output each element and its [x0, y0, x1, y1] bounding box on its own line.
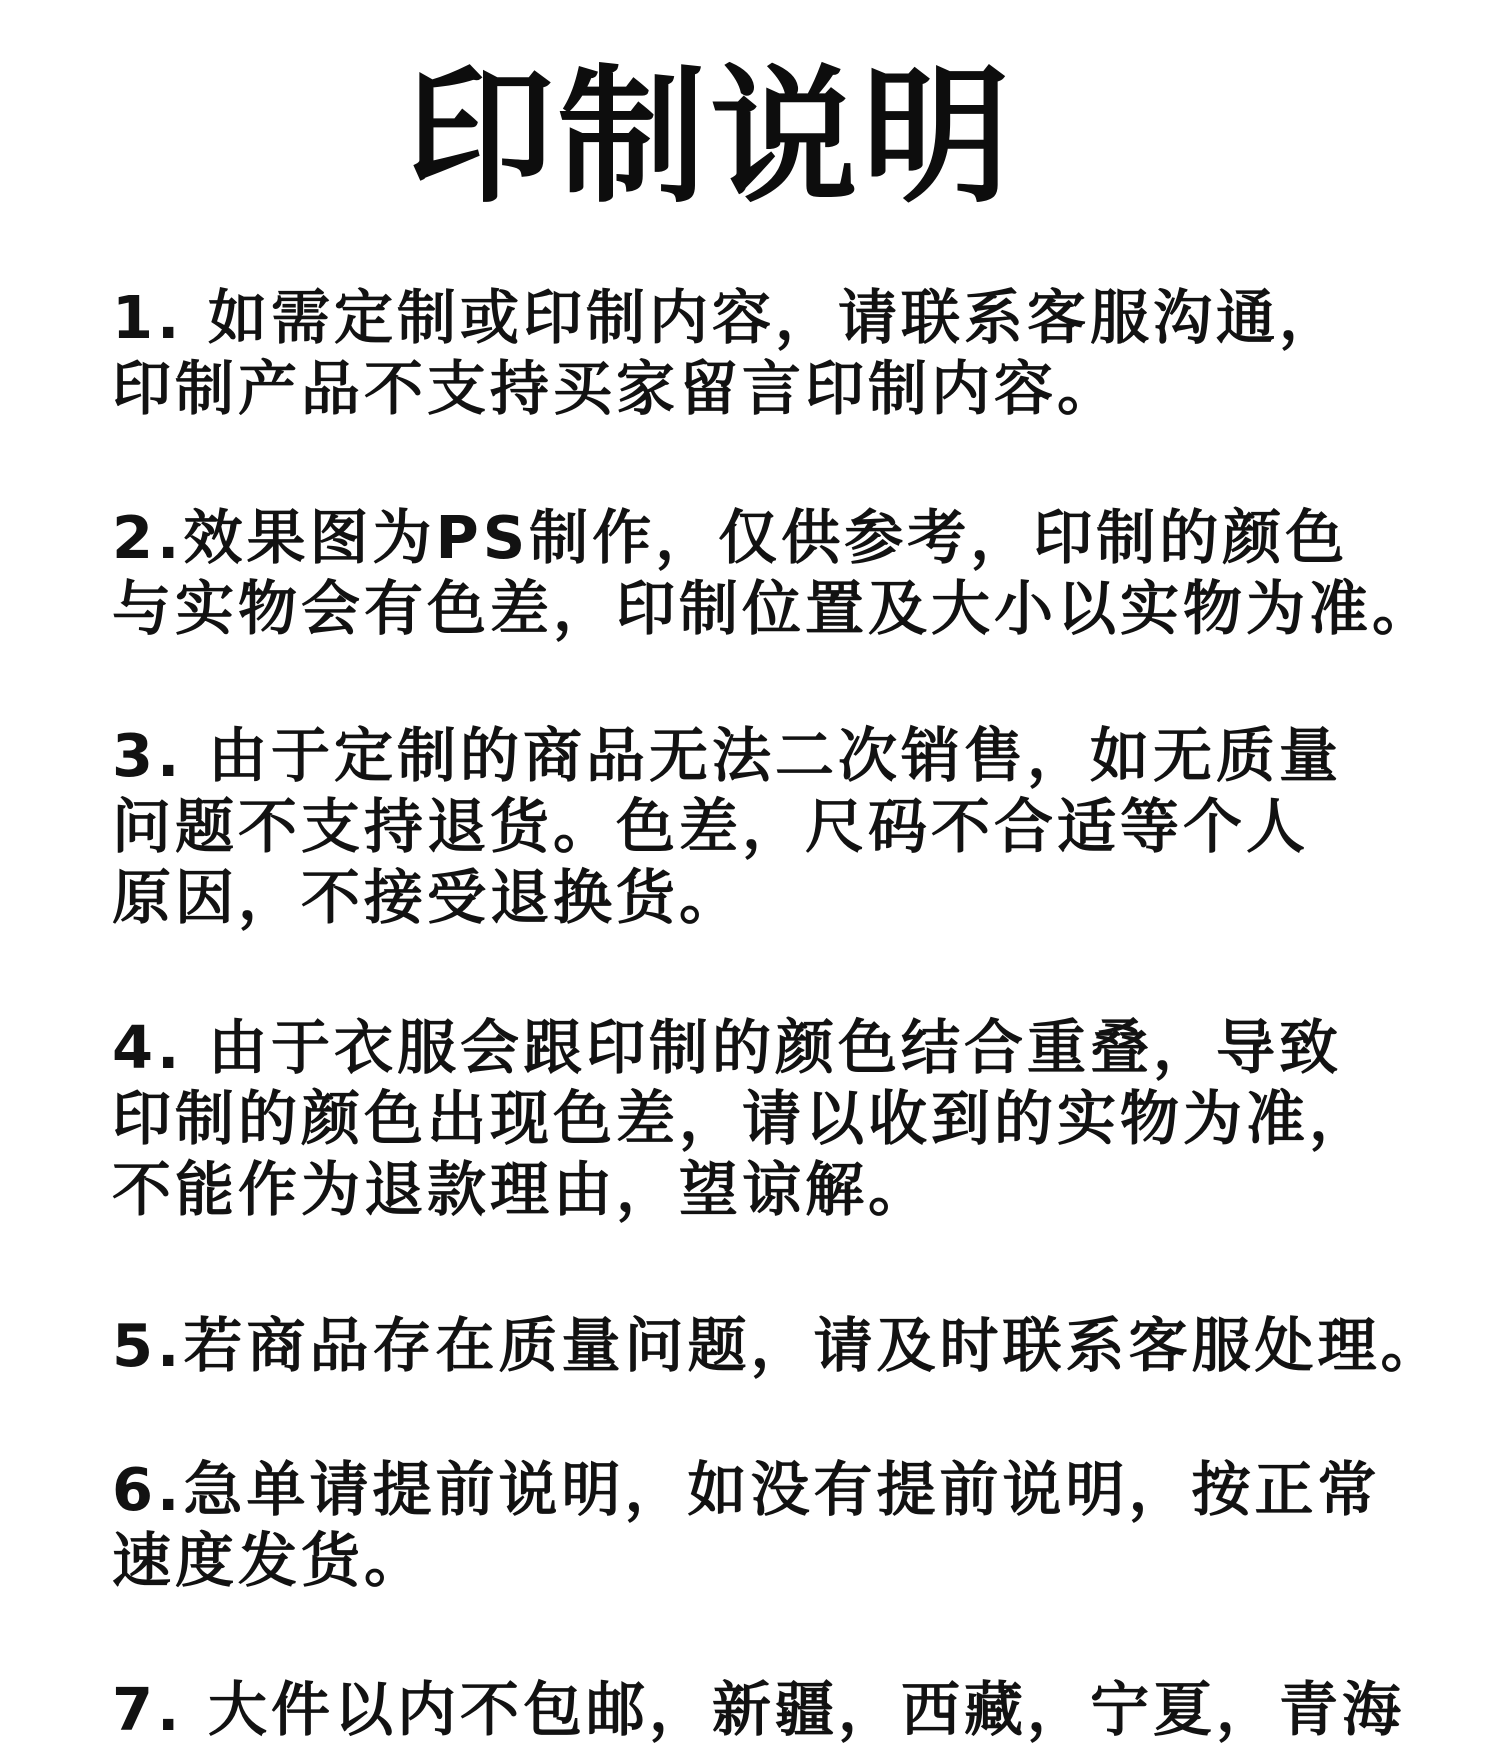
note-item-4 [112, 1012, 1372, 1225]
note-3-line-2: 问题不支持退货。色差，尺码不合适等个人 [112, 792, 1310, 861]
note-3-line-3: 原因，不接受退换货。 [112, 863, 743, 932]
note-item-6 [112, 1454, 1380, 1596]
note-2-line-2: 与实物会有色差，印制位置及大小以实物为准。 [112, 574, 1436, 643]
note-4-line-2: 印制的颜色出现色差，请以收到的实物为准， [112, 1084, 1373, 1153]
note-item-5 [112, 1310, 1443, 1381]
note-6-line-1: 6.急单请提前说明，如没有提前说明，按正常 [112, 1455, 1381, 1524]
note-item-1 [112, 282, 1342, 424]
note-1-line-2: 印制产品不支持买家留言印制内容。 [112, 354, 1121, 423]
note-7-line-1: 7. 大件以内不包邮，新疆，西藏，宁夏，青海 [112, 1675, 1406, 1744]
note-4-line-3: 不能作为退款理由，望谅解。 [112, 1155, 932, 1224]
note-6-line-2: 速度发货。 [112, 1526, 428, 1595]
page-title: 印制说明 [406, 51, 1014, 223]
note-item-3 [112, 720, 1342, 933]
note-4-line-1: 4. 由于衣服会跟印制的颜色结合重叠，导致 [112, 1013, 1343, 1082]
note-2-line-1: 2.效果图为PS制作，仅供参考，印制的颜色 [112, 503, 1349, 572]
note-item-2 [112, 502, 1435, 644]
note-3-line-1: 3. 由于定制的商品无法二次销售，如无质量 [112, 721, 1343, 790]
note-1-line-1: 1. 如需定制或印制内容，请联系客服沟通， [112, 283, 1343, 352]
note-5-line-1: 5.若商品存在质量问题，请及时联系客服处理。 [112, 1311, 1444, 1380]
